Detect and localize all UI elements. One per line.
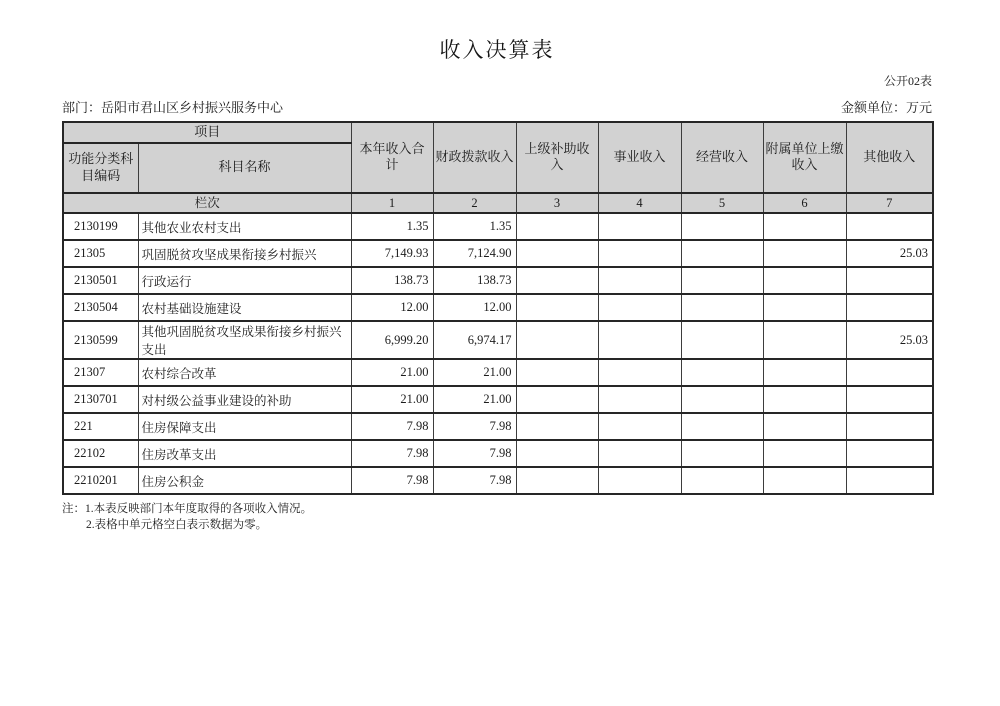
- header-row-group: [63, 122, 933, 143]
- cell-affiliated: [763, 213, 846, 240]
- cell-other: [846, 267, 933, 294]
- cell-total: 12.00: [351, 294, 433, 321]
- cell-code: 2130701: [63, 386, 138, 413]
- cell-affiliated: [763, 467, 846, 494]
- cell-fiscal: 1.35: [433, 213, 516, 240]
- cell-other: 25.03: [846, 240, 933, 267]
- cell-fiscal: 7.98: [433, 413, 516, 440]
- header-col-other: 其他收入: [846, 122, 933, 193]
- cell-business: [598, 267, 681, 294]
- cell-business: [598, 359, 681, 386]
- header-index-4: 4: [598, 193, 681, 213]
- cell-name: 住房改革支出: [138, 440, 351, 467]
- cell-fiscal: 7.98: [433, 440, 516, 467]
- cell-name: 农村基础设施建设: [138, 294, 351, 321]
- cell-total: 1.35: [351, 213, 433, 240]
- cell-business: [598, 413, 681, 440]
- cell-name: 住房公积金: [138, 467, 351, 494]
- cell-fiscal: 138.73: [433, 267, 516, 294]
- cell-business: [598, 240, 681, 267]
- cell-other: [846, 359, 933, 386]
- header-col-operating: 经营收入: [681, 122, 763, 193]
- cell-total: 7.98: [351, 467, 433, 494]
- header-col-business: 事业收入: [598, 122, 681, 193]
- cell-superior: [516, 213, 598, 240]
- header-index-3: 3: [516, 193, 598, 213]
- cell-name: 其他巩固脱贫攻坚成果衔接乡村振兴支出: [138, 321, 351, 359]
- cell-total: 21.00: [351, 386, 433, 413]
- cell-superior: [516, 240, 598, 267]
- cell-operating: [681, 413, 763, 440]
- cell-code: 2130501: [63, 267, 138, 294]
- cell-name: 住房保障支出: [138, 413, 351, 440]
- cell-operating: [681, 467, 763, 494]
- table-row: [63, 467, 933, 494]
- cell-business: [598, 321, 681, 359]
- cell-affiliated: [763, 359, 846, 386]
- unit-label: 金额单位：万元: [840, 100, 932, 115]
- cell-operating: [681, 386, 763, 413]
- cell-total: 6,999.20: [351, 321, 433, 359]
- cell-operating: [681, 267, 763, 294]
- cell-affiliated: [763, 440, 846, 467]
- header-col-total: 本年收入合计: [351, 122, 433, 193]
- cell-affiliated: [763, 240, 846, 267]
- cell-operating: [681, 440, 763, 467]
- cell-code: 2130504: [63, 294, 138, 321]
- cell-other: [846, 467, 933, 494]
- cell-code: 221: [63, 413, 138, 440]
- cell-total: 7,149.93: [351, 240, 433, 267]
- cell-business: [598, 294, 681, 321]
- table-row: [63, 386, 933, 413]
- footnote-1: 注：1.本表反映部门本年度取得的各项收入情况。: [62, 503, 313, 516]
- cell-superior: [516, 267, 598, 294]
- header-col-affiliated: 附属单位上缴收入: [763, 122, 846, 193]
- cell-affiliated: [763, 267, 846, 294]
- table-row: [63, 440, 933, 467]
- cell-fiscal: 7.98: [433, 467, 516, 494]
- table-row: [63, 413, 933, 440]
- cell-fiscal: 21.00: [433, 359, 516, 386]
- cell-name: 其他农业农村支出: [138, 213, 351, 240]
- cell-fiscal: 7,124.90: [433, 240, 516, 267]
- table-row: [63, 294, 933, 321]
- meta-row: [62, 97, 932, 116]
- cell-affiliated: [763, 413, 846, 440]
- cell-affiliated: [763, 321, 846, 359]
- cell-other: 25.03: [846, 321, 933, 359]
- table-row: [63, 359, 933, 386]
- table-row: [63, 213, 933, 240]
- cell-name: 对村级公益事业建设的补助: [138, 386, 351, 413]
- cell-total: 7.98: [351, 413, 433, 440]
- cell-name: 行政运行: [138, 267, 351, 294]
- table-row: [63, 321, 933, 359]
- cell-other: [846, 294, 933, 321]
- header-col-superior: 上级补助收入: [516, 122, 598, 193]
- header-project-group: 项目: [63, 122, 351, 143]
- header-index-2: 2: [433, 193, 516, 213]
- department-label: 部门：岳阳市君山区乡村振兴服务中心: [62, 100, 284, 115]
- cell-affiliated: [763, 386, 846, 413]
- cell-other: [846, 413, 933, 440]
- header-col-name: 科目名称: [138, 143, 351, 193]
- income-table: [62, 121, 934, 495]
- cell-superior: [516, 321, 598, 359]
- cell-operating: [681, 321, 763, 359]
- footnotes: [62, 501, 932, 533]
- header-index-7: 7: [846, 193, 933, 213]
- cell-total: 138.73: [351, 267, 433, 294]
- cell-code: 2210201: [63, 467, 138, 494]
- cell-code: 21305: [63, 240, 138, 267]
- cell-business: [598, 440, 681, 467]
- cell-operating: [681, 213, 763, 240]
- cell-name: 农村综合改革: [138, 359, 351, 386]
- cell-superior: [516, 467, 598, 494]
- cell-superior: [516, 386, 598, 413]
- form-code-label: 公开02表: [883, 74, 932, 88]
- cell-code: 2130199: [63, 213, 138, 240]
- cell-superior: [516, 413, 598, 440]
- header-col-code: 功能分类科目编码: [63, 143, 138, 193]
- table-row: [63, 267, 933, 294]
- cell-other: [846, 440, 933, 467]
- document-page: [62, 0, 932, 533]
- cell-other: [846, 213, 933, 240]
- cell-business: [598, 213, 681, 240]
- cell-code: 22102: [63, 440, 138, 467]
- header-lanci: 栏次: [63, 193, 351, 213]
- cell-operating: [681, 294, 763, 321]
- cell-code: 2130599: [63, 321, 138, 359]
- cell-business: [598, 467, 681, 494]
- header-col-fiscal: 财政拨款收入: [433, 122, 516, 193]
- cell-affiliated: [763, 294, 846, 321]
- cell-total: 7.98: [351, 440, 433, 467]
- cell-business: [598, 386, 681, 413]
- cell-fiscal: 6,974.17: [433, 321, 516, 359]
- footnote-2: 2.表格中单元格空白表示数据为零。: [86, 519, 268, 532]
- header-index-6: 6: [763, 193, 846, 213]
- cell-operating: [681, 240, 763, 267]
- cell-name: 巩固脱贫攻坚成果衔接乡村振兴: [138, 240, 351, 267]
- cell-superior: [516, 294, 598, 321]
- cell-total: 21.00: [351, 359, 433, 386]
- header-index-1: 1: [351, 193, 433, 213]
- page-title: 收入决算表: [439, 38, 555, 62]
- cell-code: 21307: [63, 359, 138, 386]
- cell-superior: [516, 359, 598, 386]
- header-row-index: [63, 193, 933, 213]
- cell-superior: [516, 440, 598, 467]
- cell-fiscal: 12.00: [433, 294, 516, 321]
- header-index-5: 5: [681, 193, 763, 213]
- cell-operating: [681, 359, 763, 386]
- cell-other: [846, 386, 933, 413]
- table-row: [63, 240, 933, 267]
- cell-fiscal: 21.00: [433, 386, 516, 413]
